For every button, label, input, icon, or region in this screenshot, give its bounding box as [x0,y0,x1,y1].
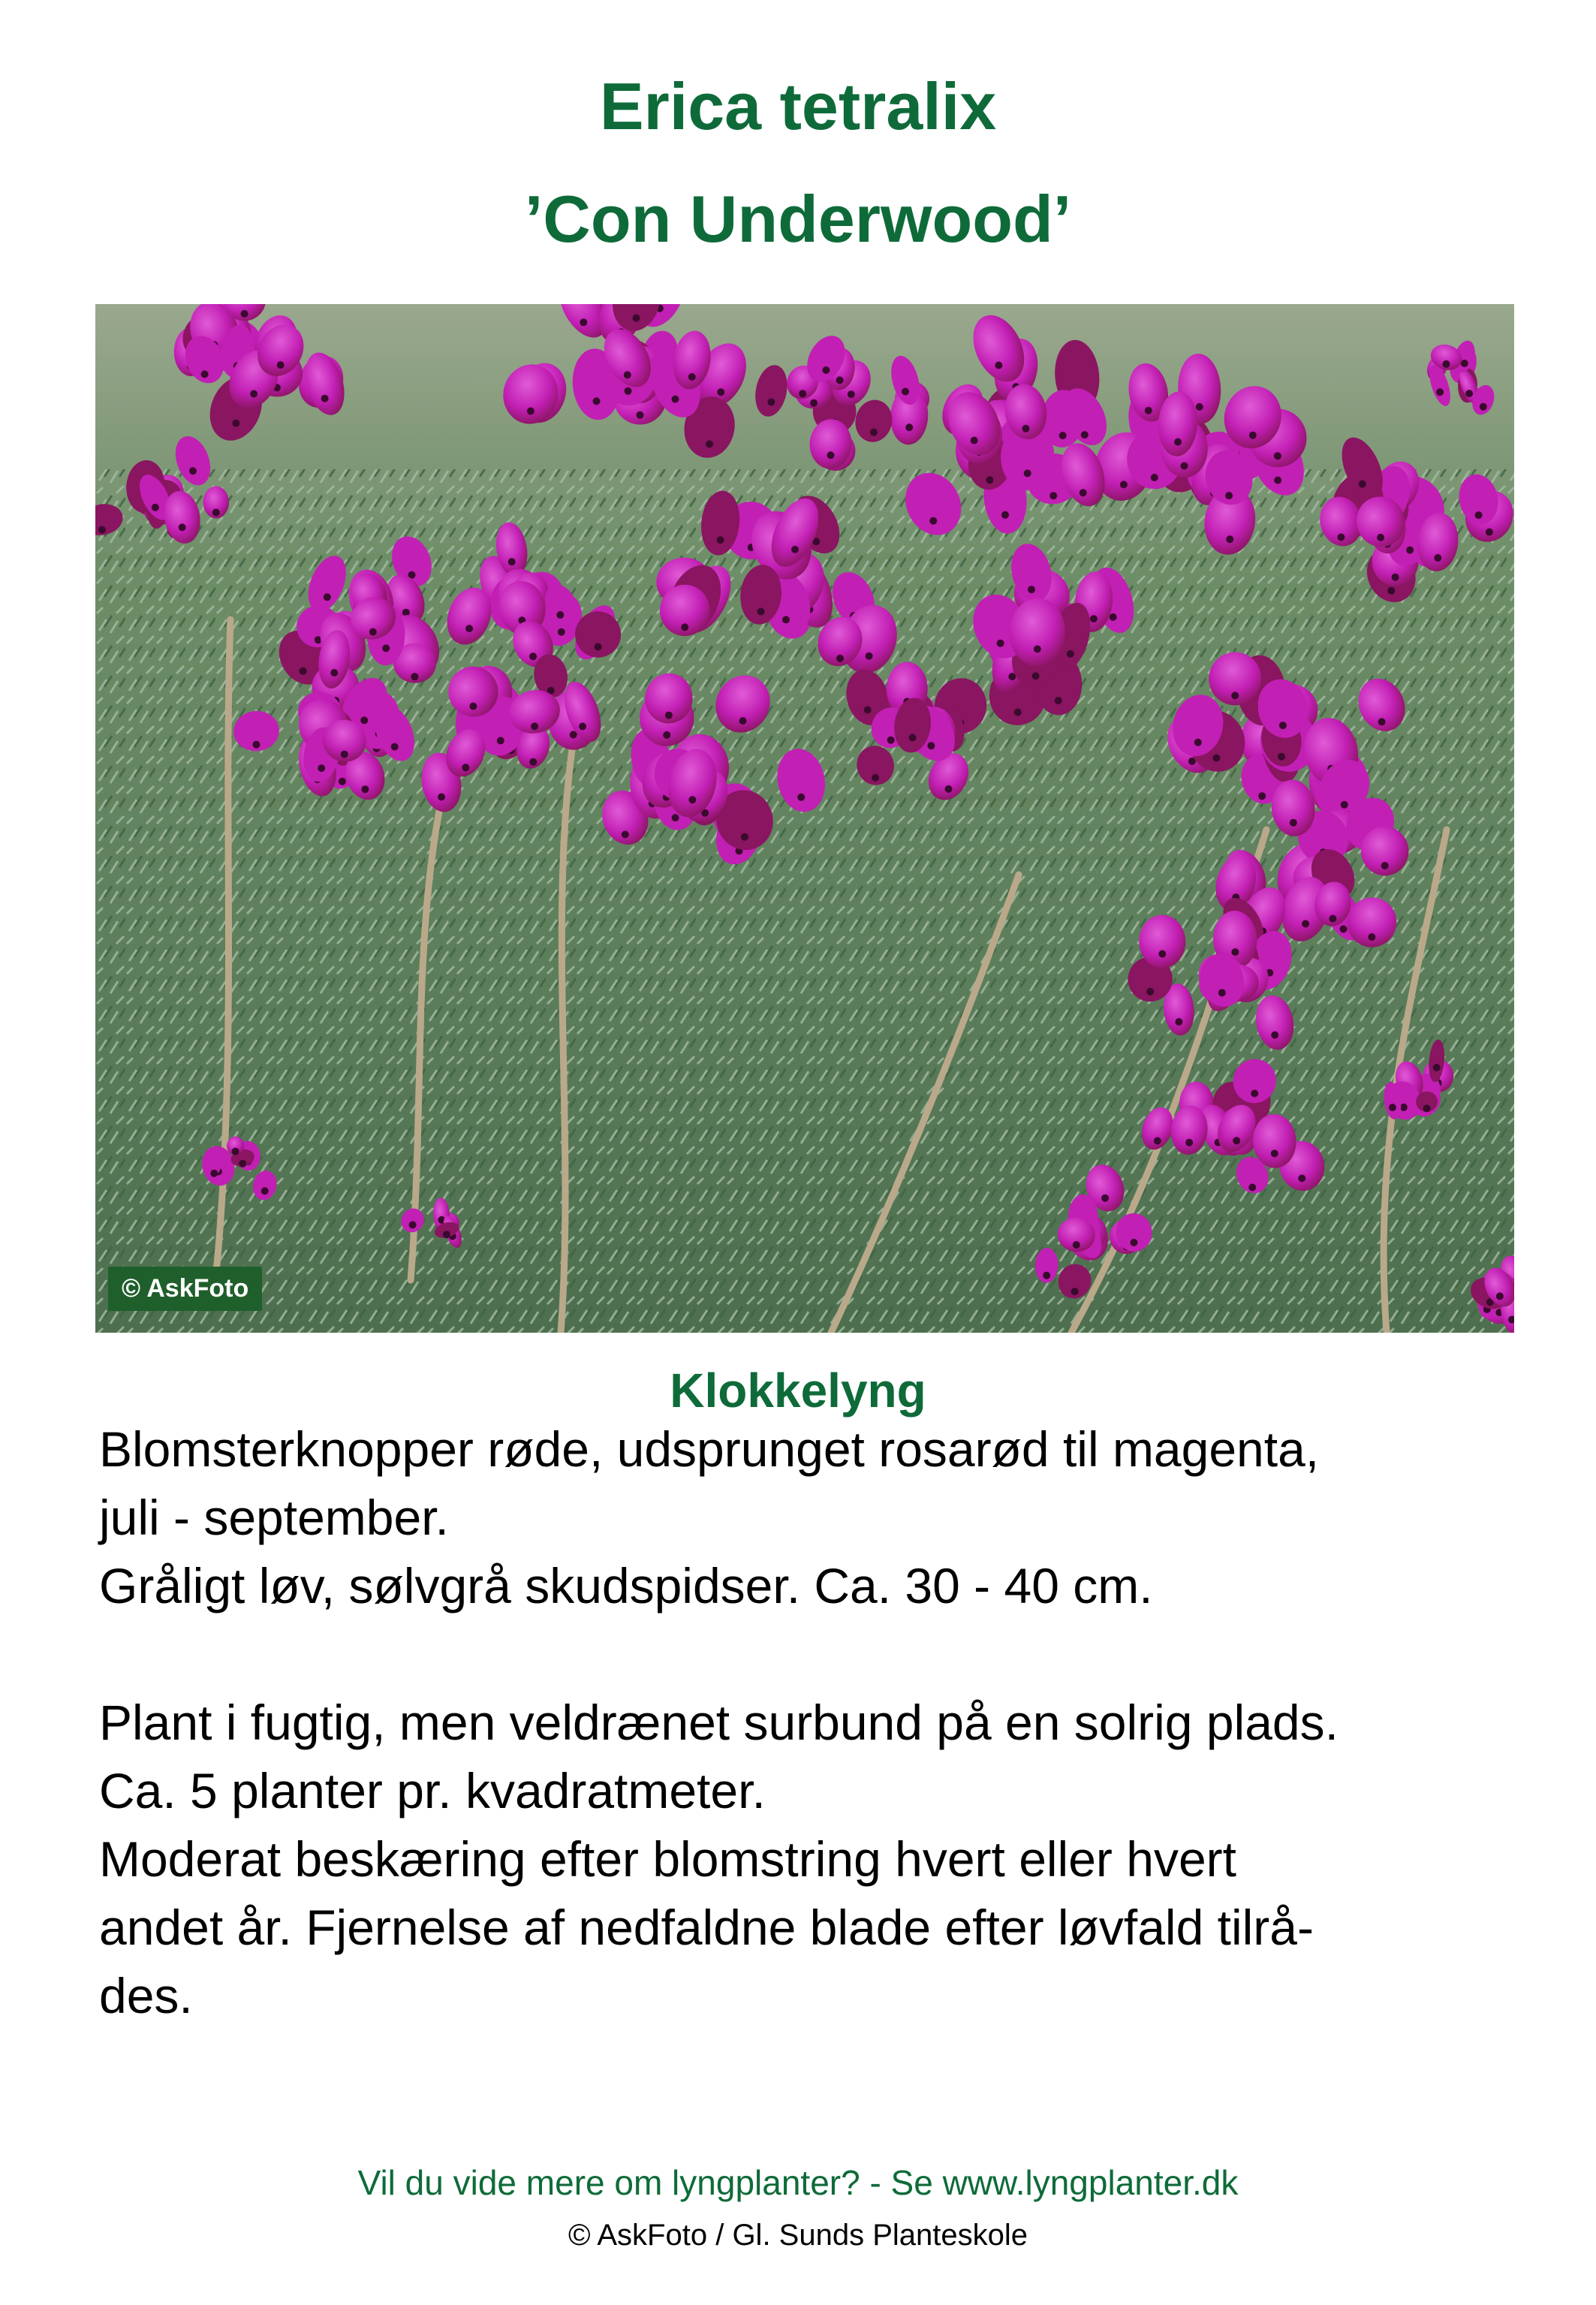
info-link-line: Vil du vide mere om lyngplanter? - Se www.lyngplanter.dk [357,2163,1239,2202]
cultivar-title: ’Con Underwood’ [524,182,1072,256]
description-line: juli - september. [99,1490,449,1545]
heather-illustration [95,304,1514,1333]
description-line: Gråligt løv, sølvgrå skudspidser. Ca. 30 - 40 cm. [99,1558,1153,1614]
common-name: Klokkelyng [670,1363,926,1418]
photo-credit-badge: © AskFoto [108,1267,262,1311]
description-line: Blomsterknopper røde, udsprunget rosarød til magenta, [99,1421,1320,1477]
description-line: des. [99,1968,193,2023]
description-line: Plant i fugtig, men veldrænet surbund på en solrig plads. [99,1695,1339,1750]
species-title: Erica tetralix [599,69,997,143]
description [99,1415,1525,2030]
description-line: Moderat beskæring efter blomstring hvert eller hvert [99,1831,1236,1887]
copyright-line: © AskFoto / Gl. Sunds Planteskole [568,2219,1028,2252]
description-line: Ca. 5 planter pr. kvadratmeter. [99,1763,766,1818]
description-line: andet år. Fjernelse af nedfaldne blade efter løvfald tilrå- [99,1900,1314,1955]
plant-photo [95,304,1514,1333]
